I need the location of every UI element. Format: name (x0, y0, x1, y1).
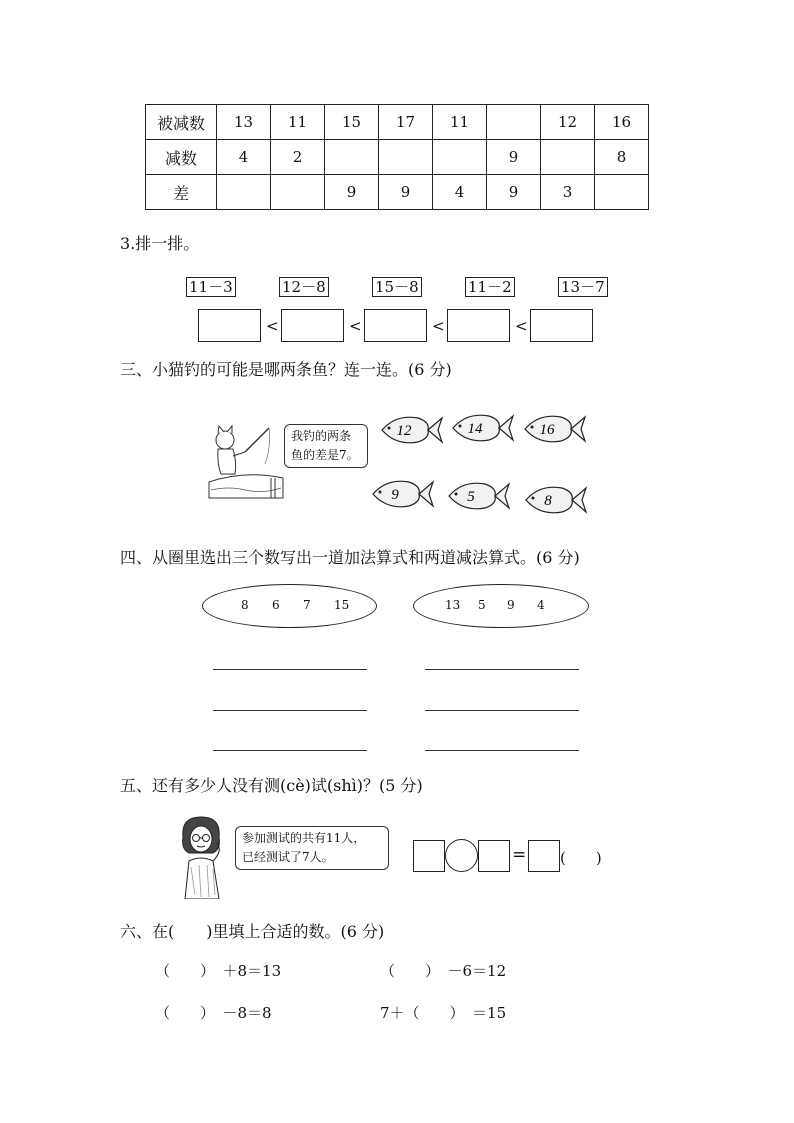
answer-box[interactable] (530, 309, 593, 342)
fill-blank-item[interactable]: 7＋（ ） ＝15 (380, 1004, 507, 1022)
fish-9[interactable] (369, 476, 435, 512)
table-cell: 2 (271, 140, 325, 175)
fish-12[interactable] (378, 412, 444, 448)
subtraction-table (145, 104, 649, 210)
fish-5[interactable] (445, 478, 511, 514)
circle-number: 8 (241, 598, 249, 612)
fish-14[interactable] (449, 410, 515, 446)
table-row (146, 105, 649, 140)
number-box[interactable] (413, 840, 445, 872)
circle-number: 9 (507, 598, 515, 612)
circle-number: 5 (478, 598, 486, 612)
table-cell-blank[interactable] (379, 140, 433, 175)
table-cell-blank[interactable] (271, 175, 325, 210)
table-cell: 4 (433, 175, 487, 210)
table-cell: 4 (217, 140, 271, 175)
expression-card: 15－8 (372, 277, 422, 297)
number-box[interactable] (478, 840, 510, 872)
expression-card: 13－7 (558, 277, 608, 297)
row-header: 被减数 (146, 105, 217, 140)
table-cell: 15 (325, 105, 379, 140)
expression-card: 12－8 (279, 277, 329, 297)
table-cell: 3 (541, 175, 595, 210)
table-cell: 16 (595, 105, 649, 140)
less-than-sign: < (266, 317, 279, 335)
operator-circle[interactable] (445, 839, 478, 872)
answer-box[interactable] (281, 309, 344, 342)
row-header: 减数 (146, 140, 217, 175)
fill-blank-item[interactable]: （ ） ＋8＝13 (155, 962, 282, 980)
table-cell-blank[interactable] (433, 140, 487, 175)
table-cell-blank[interactable] (487, 105, 541, 140)
fish-number: 8 (544, 493, 552, 509)
less-than-sign: < (349, 317, 362, 335)
bubble-line: 我钓的两条 (291, 429, 352, 443)
circle-number: 13 (445, 598, 461, 612)
table-cell: 17 (379, 105, 433, 140)
section-liu-title: 六、在( )里填上合适的数。(6 分) (120, 922, 385, 941)
teacher-speech-bubble (235, 826, 389, 870)
table-cell-blank[interactable] (595, 175, 649, 210)
fill-blank-item[interactable]: （ ） －6＝12 (380, 962, 507, 980)
table-cell: 13 (217, 105, 271, 140)
fish-number: 5 (467, 489, 475, 505)
number-circle-left (202, 584, 377, 628)
bubble-line: 鱼的差是7。 (291, 448, 359, 462)
answer-line[interactable] (425, 750, 579, 751)
table-cell: 11 (271, 105, 325, 140)
section-si-title: 四、从圈里选出三个数写出一道加法算式和两道减法算式。(6 分) (120, 548, 580, 567)
answer-box[interactable] (198, 309, 261, 342)
row-header: 差 (146, 175, 217, 210)
result-box[interactable] (528, 840, 560, 872)
circle-number: 7 (303, 598, 311, 612)
table-cell: 9 (487, 175, 541, 210)
circle-number: 15 (334, 598, 350, 612)
table-cell-blank[interactable] (217, 175, 271, 210)
expression-card: 11－2 (465, 277, 515, 297)
table-cell: 8 (595, 140, 649, 175)
section-san-title: 三、小猫钓的可能是哪两条鱼？连一连。(6 分) (120, 360, 452, 379)
section-wu-title: 五、还有多少人没有测(cè)试(shì)？(5 分) (120, 776, 423, 795)
fish-number: 9 (391, 487, 399, 503)
fish-number: 14 (467, 421, 483, 437)
table-cell: 11 (433, 105, 487, 140)
expression-card: 11－3 (186, 277, 236, 297)
equals-sign: = (512, 845, 527, 865)
circle-number: 4 (537, 598, 545, 612)
table-row (146, 140, 649, 175)
unit-parentheses[interactable]: ( ) (560, 849, 602, 867)
less-than-sign: < (432, 317, 445, 335)
fish-number: 16 (539, 422, 555, 438)
section-3-title: 3.排一排。 (120, 234, 200, 253)
less-than-sign: < (515, 317, 528, 335)
answer-line[interactable] (425, 710, 579, 711)
answer-box[interactable] (364, 309, 427, 342)
table-cell: 9 (487, 140, 541, 175)
table-cell: 9 (325, 175, 379, 210)
table-cell-blank[interactable] (541, 140, 595, 175)
fish-8[interactable] (522, 482, 588, 518)
number-circle-right (413, 584, 589, 628)
answer-line[interactable] (213, 669, 367, 670)
table-cell: 12 (541, 105, 595, 140)
fish-16[interactable] (521, 411, 587, 447)
answer-line[interactable] (213, 710, 367, 711)
bubble-line: 参加测试的共有11人， (242, 831, 366, 845)
table-row (146, 175, 649, 210)
cat-speech-bubble (284, 424, 368, 468)
fish-number: 12 (396, 423, 412, 439)
answer-box[interactable] (447, 309, 510, 342)
teacher-illustration (173, 815, 235, 899)
table-cell: 9 (379, 175, 433, 210)
fill-blank-item[interactable]: （ ） －8＝8 (155, 1004, 272, 1022)
table-cell-blank[interactable] (325, 140, 379, 175)
answer-line[interactable] (425, 669, 579, 670)
answer-line[interactable] (213, 750, 367, 751)
cat-fishing-illustration (205, 418, 287, 500)
bubble-line: 已经测试了7人。 (242, 850, 334, 864)
circle-number: 6 (272, 598, 280, 612)
